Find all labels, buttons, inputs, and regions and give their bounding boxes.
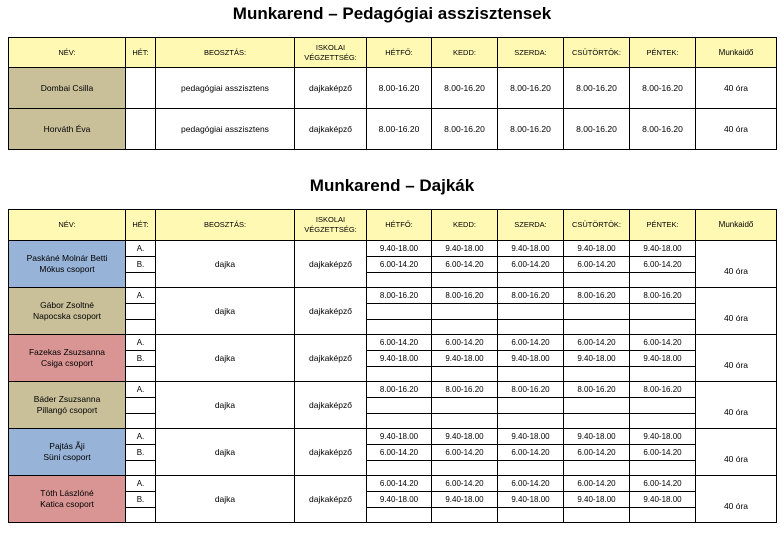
role-cell: dajka bbox=[156, 241, 295, 288]
week-cell bbox=[126, 398, 156, 414]
shift-cell: 6.00-14.20 bbox=[564, 476, 630, 492]
shift-cell bbox=[564, 461, 630, 476]
shift-cell: 9.40-18.00 bbox=[432, 492, 498, 508]
shift-cell: 9.40-18.00 bbox=[564, 429, 630, 445]
employee-name-cell bbox=[9, 476, 126, 523]
hours-cell: 40 óra bbox=[696, 476, 777, 523]
employee-name: Dombai Csilla bbox=[9, 68, 126, 109]
shift-cell: 9.40-18.00 bbox=[432, 429, 498, 445]
week-cell bbox=[126, 320, 156, 335]
week-cell: B. bbox=[126, 257, 156, 273]
employee-name: Paskáné Molnár Betti bbox=[26, 253, 108, 263]
education-cell: dajkaképző bbox=[295, 429, 367, 476]
header-cell: ISKOLAI VÉGZETTSÉG: bbox=[295, 38, 367, 68]
nannies-schedule-table bbox=[8, 209, 777, 523]
shift-cell: 9.40-18.00 bbox=[630, 351, 696, 367]
assistants-schedule-table bbox=[8, 37, 777, 150]
employee-name: Horváth Éva bbox=[9, 109, 126, 150]
shift-cell: 8.00-16.20 bbox=[630, 68, 696, 109]
shift-cell: 9.40-18.00 bbox=[498, 429, 564, 445]
week-cell: A. bbox=[126, 382, 156, 398]
hours-cell: 40 óra bbox=[696, 335, 777, 382]
group-name: Katica csoport bbox=[40, 499, 94, 509]
title-assistants: Munkarend – Pedagógiai asszisztensek bbox=[232, 4, 552, 23]
shift-cell: 6.00-14.20 bbox=[367, 335, 432, 351]
header-cell: PÉNTEK: bbox=[630, 38, 696, 68]
shift-cell: 6.00-14.20 bbox=[432, 445, 498, 461]
shift-cell: 8.00-16.20 bbox=[432, 109, 498, 150]
table-row bbox=[9, 109, 777, 150]
shift-cell: 9.40-18.00 bbox=[498, 241, 564, 257]
header-cell: Munkaidő bbox=[696, 38, 777, 68]
shift-cell: 6.00-14.20 bbox=[630, 335, 696, 351]
header-cell: ISKOLAI VÉGZETTSÉG: bbox=[295, 210, 367, 241]
week-cell bbox=[126, 109, 156, 150]
group-name: Csiga csoport bbox=[41, 358, 93, 368]
shift-cell: 8.00-16.20 bbox=[564, 382, 630, 398]
shift-cell: 8.00-16.20 bbox=[498, 109, 564, 150]
shift-cell: 9.40-18.00 bbox=[432, 241, 498, 257]
shift-cell bbox=[367, 414, 432, 429]
role-cell: dajka bbox=[156, 382, 295, 429]
shift-cell: 6.00-14.20 bbox=[367, 257, 432, 273]
shift-cell: 8.00-16.20 bbox=[630, 288, 696, 304]
shift-cell: 8.00-16.20 bbox=[432, 288, 498, 304]
employee-name-cell bbox=[9, 429, 126, 476]
shift-cell: 8.00-16.20 bbox=[498, 68, 564, 109]
shift-cell: 8.00-16.20 bbox=[630, 109, 696, 150]
hours-cell: 40 óra bbox=[696, 68, 777, 109]
shift-cell bbox=[367, 508, 432, 523]
shift-cell: 6.00-14.20 bbox=[630, 257, 696, 273]
shift-cell bbox=[367, 304, 432, 320]
shift-cell bbox=[498, 367, 564, 382]
shift-cell bbox=[564, 304, 630, 320]
header-cell: SZERDA: bbox=[498, 38, 564, 68]
role-cell: dajka bbox=[156, 288, 295, 335]
shift-cell bbox=[564, 414, 630, 429]
shift-cell: 8.00-16.20 bbox=[367, 68, 432, 109]
group-name: Mókus csoport bbox=[39, 264, 95, 274]
shift-cell: 6.00-14.20 bbox=[564, 445, 630, 461]
hours-cell: 40 óra bbox=[696, 241, 777, 288]
shift-cell: 8.00-16.20 bbox=[432, 68, 498, 109]
shift-cell bbox=[630, 508, 696, 523]
week-cell bbox=[126, 461, 156, 476]
title-nannies: Munkarend – Dajkák bbox=[309, 176, 475, 195]
week-cell bbox=[126, 414, 156, 429]
shift-cell: 9.40-18.00 bbox=[498, 351, 564, 367]
shift-cell: 8.00-16.20 bbox=[498, 288, 564, 304]
week-cell: A. bbox=[126, 288, 156, 304]
shift-cell: 6.00-14.20 bbox=[564, 257, 630, 273]
header-cell: NÉV: bbox=[9, 38, 126, 68]
employee-name: Tóth Lászlóné bbox=[40, 488, 94, 498]
shift-cell bbox=[498, 304, 564, 320]
shift-cell: 9.40-18.00 bbox=[630, 241, 696, 257]
week-cell bbox=[126, 304, 156, 320]
role-cell: pedagógiai asszisztens bbox=[156, 109, 295, 150]
shift-cell: 9.40-18.00 bbox=[367, 351, 432, 367]
role-cell: pedagógiai asszisztens bbox=[156, 68, 295, 109]
week-cell: A. bbox=[126, 429, 156, 445]
shift-cell bbox=[432, 304, 498, 320]
table-row bbox=[9, 476, 777, 492]
shift-cell bbox=[367, 398, 432, 414]
shift-cell: 8.00-16.20 bbox=[367, 382, 432, 398]
shift-cell bbox=[630, 320, 696, 335]
shift-cell bbox=[498, 273, 564, 288]
shift-cell bbox=[564, 320, 630, 335]
shift-cell: 8.00-16.20 bbox=[432, 382, 498, 398]
shift-cell: 6.00-14.20 bbox=[498, 476, 564, 492]
header-cell: HÉT: bbox=[126, 210, 156, 241]
week-cell: A. bbox=[126, 241, 156, 257]
shift-cell bbox=[432, 273, 498, 288]
header-cell: BEOSZTÁS: bbox=[156, 38, 295, 68]
shift-cell: 9.40-18.00 bbox=[630, 429, 696, 445]
week-cell: A. bbox=[126, 476, 156, 492]
week-cell: B. bbox=[126, 445, 156, 461]
shift-cell: 6.00-14.20 bbox=[367, 476, 432, 492]
shift-cell bbox=[367, 367, 432, 382]
role-cell: dajka bbox=[156, 476, 295, 523]
week-cell bbox=[126, 367, 156, 382]
shift-cell: 6.00-14.20 bbox=[564, 335, 630, 351]
table-row bbox=[9, 335, 777, 351]
week-cell: B. bbox=[126, 492, 156, 508]
shift-cell bbox=[498, 461, 564, 476]
header-cell: KEDD: bbox=[432, 210, 498, 241]
education-cell: dajkaképző bbox=[295, 68, 367, 109]
shift-cell bbox=[432, 367, 498, 382]
table-row bbox=[9, 429, 777, 445]
shift-cell bbox=[432, 508, 498, 523]
shift-cell: 8.00-16.20 bbox=[564, 288, 630, 304]
hours-cell: 40 óra bbox=[696, 109, 777, 150]
shift-cell: 9.40-18.00 bbox=[564, 351, 630, 367]
employee-name: Pajtás Á̃ji bbox=[49, 441, 85, 451]
shift-cell: 9.40-18.00 bbox=[367, 492, 432, 508]
table-row bbox=[9, 68, 777, 109]
employee-name-cell bbox=[9, 241, 126, 288]
shift-cell: 9.40-18.00 bbox=[564, 492, 630, 508]
shift-cell bbox=[564, 273, 630, 288]
header-row bbox=[9, 38, 777, 68]
header-cell: HÉTFŐ: bbox=[367, 38, 432, 68]
header-cell: CSÜTÖRTÖK: bbox=[564, 210, 630, 241]
week-cell: A. bbox=[126, 335, 156, 351]
shift-cell: 8.00-16.20 bbox=[630, 382, 696, 398]
education-cell: dajkaképző bbox=[295, 241, 367, 288]
header-cell: Munkaidő bbox=[696, 210, 777, 241]
hours-cell: 40 óra bbox=[696, 288, 777, 335]
shift-cell bbox=[498, 398, 564, 414]
group-name: Napocska csoport bbox=[32, 311, 102, 321]
employee-name-cell bbox=[9, 382, 126, 429]
shift-cell: 8.00-16.20 bbox=[564, 109, 630, 150]
education-cell: dajkaképző bbox=[295, 382, 367, 429]
shift-cell: 9.40-18.00 bbox=[564, 241, 630, 257]
shift-cell bbox=[630, 273, 696, 288]
shift-cell bbox=[432, 398, 498, 414]
hours-cell: 40 óra bbox=[696, 429, 777, 476]
shift-cell: 9.40-18.00 bbox=[630, 492, 696, 508]
shift-cell bbox=[432, 320, 498, 335]
shift-cell: 9.40-18.00 bbox=[367, 241, 432, 257]
employee-name-cell bbox=[9, 288, 126, 335]
shift-cell bbox=[498, 320, 564, 335]
shift-cell bbox=[630, 461, 696, 476]
shift-cell bbox=[498, 508, 564, 523]
employee-name: Fazekas Zsuzsanna bbox=[28, 347, 106, 357]
role-cell: dajka bbox=[156, 429, 295, 476]
shift-cell bbox=[564, 508, 630, 523]
shift-cell bbox=[367, 461, 432, 476]
shift-cell: 8.00-16.20 bbox=[498, 382, 564, 398]
shift-cell bbox=[432, 461, 498, 476]
shift-cell: 8.00-16.20 bbox=[367, 109, 432, 150]
week-cell bbox=[126, 68, 156, 109]
table-row bbox=[9, 382, 777, 398]
shift-cell bbox=[630, 398, 696, 414]
education-cell: dajkaképző bbox=[295, 109, 367, 150]
shift-cell bbox=[564, 398, 630, 414]
education-cell: dajkaképző bbox=[295, 335, 367, 382]
shift-cell bbox=[367, 320, 432, 335]
shift-cell: 9.40-18.00 bbox=[367, 429, 432, 445]
week-cell bbox=[126, 273, 156, 288]
shift-cell: 6.00-14.20 bbox=[432, 335, 498, 351]
shift-cell: 6.00-14.20 bbox=[498, 335, 564, 351]
shift-cell: 6.00-14.20 bbox=[630, 476, 696, 492]
week-cell bbox=[126, 508, 156, 523]
hours-cell: 40 óra bbox=[696, 382, 777, 429]
shift-cell: 9.40-18.00 bbox=[498, 492, 564, 508]
group-name: Pillangó csoport bbox=[36, 405, 98, 415]
employee-name-cell bbox=[9, 335, 126, 382]
header-cell: BEOSZTÁS: bbox=[156, 210, 295, 241]
header-cell: CSÜTÖRTÖK: bbox=[564, 38, 630, 68]
header-cell: HÉT: bbox=[126, 38, 156, 68]
role-cell: dajka bbox=[156, 335, 295, 382]
shift-cell: 9.40-18.00 bbox=[432, 351, 498, 367]
employee-name: Gábor Zsoltné bbox=[40, 300, 94, 310]
shift-cell: 6.00-14.20 bbox=[432, 257, 498, 273]
table-row bbox=[9, 288, 777, 304]
shift-cell bbox=[498, 414, 564, 429]
shift-cell: 8.00-16.20 bbox=[367, 288, 432, 304]
shift-cell: 6.00-14.20 bbox=[432, 476, 498, 492]
employee-name: Báder Zsuzsanna bbox=[33, 394, 101, 404]
header-cell: KEDD: bbox=[432, 38, 498, 68]
shift-cell bbox=[630, 304, 696, 320]
header-cell: HÉTFŐ: bbox=[367, 210, 432, 241]
shift-cell bbox=[564, 367, 630, 382]
shift-cell bbox=[432, 414, 498, 429]
education-cell: dajkaképző bbox=[295, 288, 367, 335]
header-cell: NÉV: bbox=[9, 210, 126, 241]
education-cell: dajkaképző bbox=[295, 476, 367, 523]
shift-cell: 6.00-14.20 bbox=[630, 445, 696, 461]
shift-cell: 8.00-16.20 bbox=[564, 68, 630, 109]
header-cell: PÉNTEK: bbox=[630, 210, 696, 241]
shift-cell: 6.00-14.20 bbox=[498, 445, 564, 461]
header-cell: SZERDA: bbox=[498, 210, 564, 241]
week-cell: B. bbox=[126, 351, 156, 367]
shift-cell bbox=[630, 414, 696, 429]
shift-cell: 6.00-14.20 bbox=[367, 445, 432, 461]
header-row bbox=[9, 210, 777, 241]
shift-cell bbox=[367, 273, 432, 288]
group-name: Süni csoport bbox=[43, 452, 91, 462]
shift-cell: 6.00-14.20 bbox=[498, 257, 564, 273]
table-row bbox=[9, 241, 777, 257]
shift-cell bbox=[630, 367, 696, 382]
